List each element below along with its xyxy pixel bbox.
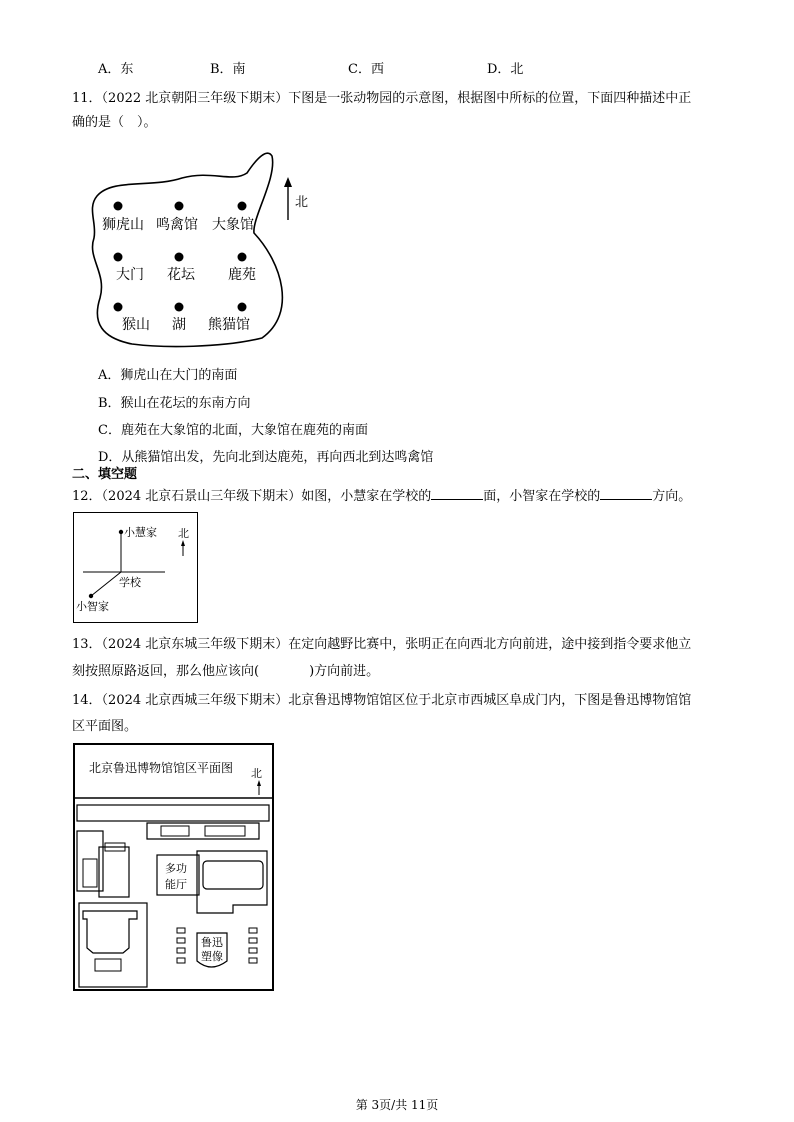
dot-elephant-hall [238, 202, 247, 211]
q10-option-c: C．西 [348, 62, 384, 77]
school-label: 学校 [119, 576, 141, 589]
q11-option-d: D．从熊猫馆出发，先向北到达鹿苑，再向西北到达鸣禽馆 [98, 450, 434, 465]
luxun-statue-label: 塑像 [201, 950, 223, 963]
q10-option-a: A．东 [98, 62, 134, 77]
dot-monkey-hill [114, 303, 123, 312]
place-label: 大门 [116, 267, 144, 283]
museum-plan [73, 743, 275, 993]
dot-songbird-hall [175, 202, 184, 211]
q14-stem-line2: 区平面图。 [72, 719, 138, 734]
north-arrow-icon [257, 780, 261, 786]
luxun-statue-label: 鲁迅 [201, 936, 223, 949]
dot-panda-hall [238, 303, 247, 312]
dot-lion-tiger-hill [114, 202, 123, 211]
north-arrow-icon [284, 177, 292, 187]
q13-text-1: 刻按照原路返回，那么他应该向( [72, 664, 260, 679]
place-label: 鹿苑 [228, 267, 256, 283]
multifunction-hall-label: 多功 [165, 862, 187, 875]
zoo-boundary [92, 153, 282, 346]
place-label: 鸣禽馆 [156, 217, 198, 233]
q13-stem-line1: 13．（2024 北京东城三年级下期末）在定向越野比赛中，张明正在向西北方向前进，途中接到指令要求他立 [72, 637, 692, 652]
place-label: 大象馆 [212, 217, 254, 233]
q12-text-3: 方向。 [652, 489, 692, 504]
north-arrow-icon [181, 540, 185, 546]
zoo-map [82, 148, 332, 353]
dot-lake [175, 303, 184, 312]
q12-blank-2 [600, 485, 652, 500]
dot-xiaozhi-home [89, 594, 93, 598]
diagram-north-label: 北 [178, 527, 189, 540]
q11-option-b: B．猴山在花坛的东南方向 [98, 396, 251, 411]
page-footer: 第 3页/共 11页 [355, 1098, 439, 1112]
q12-blank-1 [431, 485, 483, 500]
q10-option-d: D．北 [487, 62, 524, 77]
q11-stem-line1: 11．（2022 北京朝阳三年级下期末）下图是一张动物园的示意图，根据图中所标的位置，下面四种描述中正 [72, 91, 692, 106]
plan-north-label: 北 [251, 767, 262, 780]
q10-option-b: B．南 [210, 62, 246, 77]
q11-option-a: A．狮虎山在大门的南面 [98, 368, 238, 383]
place-label: 狮虎山 [102, 217, 144, 233]
q12-text-1: 12．（2024 北京石景山三年级下期末）如图，小慧家在学校的 [72, 489, 432, 504]
q12-stem [72, 485, 691, 506]
dot-deer-garden [238, 253, 247, 262]
place-label: 熊猫馆 [208, 317, 250, 333]
multifunction-hall-label: 能厅 [165, 878, 187, 891]
place-label: 湖 [172, 317, 186, 333]
q11-stem-line2: 确的是（ ）。 [72, 115, 157, 130]
xiaohui-label: 小慧家 [124, 526, 157, 539]
q12-text-2: 面，小智家在学校的 [483, 489, 601, 504]
place-label: 猴山 [122, 317, 150, 333]
q12-diagram [73, 512, 198, 623]
map-north-label: 北 [295, 195, 309, 210]
dot-main-gate [114, 253, 123, 262]
q14-stem-line1: 14．（2024 北京西城三年级下期末）北京鲁迅博物馆馆区位于北京市西城区阜成门内，下图是鲁迅博物馆馆 [72, 693, 692, 708]
section-title: 二、填空题 [72, 467, 138, 482]
dot-xiaohui-home [119, 530, 123, 534]
dot-flower-bed [175, 253, 184, 262]
q13-text-2: )方向前进。 [309, 664, 380, 679]
q11-option-c: C．鹿苑在大象馆的北面，大象馆在鹿苑的南面 [98, 423, 368, 438]
plan-title: 北京鲁迅博物馆馆区平面图 [89, 761, 234, 775]
xiaozhi-label: 小智家 [76, 600, 109, 613]
q13-stem-line2 [72, 663, 379, 681]
place-label: 花坛 [167, 267, 195, 283]
